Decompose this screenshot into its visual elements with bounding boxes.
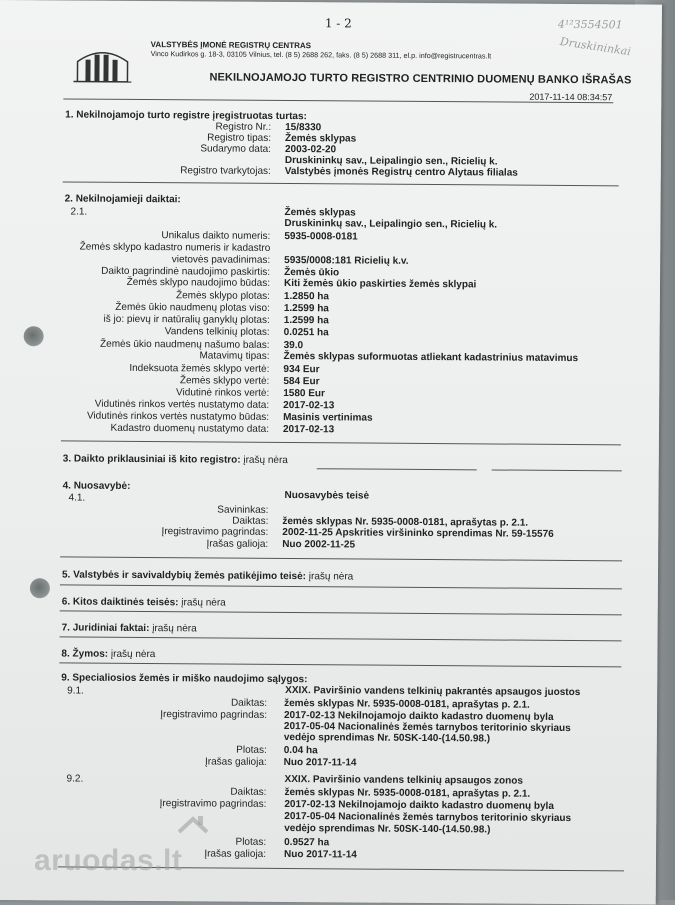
field-value: 2017-05-04 Nacionalinės žemės tarnybos teritorinio skyriaus	[284, 811, 571, 824]
field-value: 0.0251 ha	[284, 327, 329, 338]
item-number: 9.1.	[67, 685, 84, 696]
field-label: vietovės pavadinimas:	[172, 254, 270, 266]
document-title: NEKILNOJAMOJO TURTO REGISTRO CENTRINIO DUOMENŲ BANKO IŠRAŠAS	[209, 72, 631, 86]
section-rule	[60, 556, 622, 561]
punch-hole	[24, 326, 44, 346]
section-rule	[60, 636, 622, 641]
item-number: 4.1.	[68, 492, 85, 503]
field-value: 2017-05-04 Nacionalinės žemės tarnybos teritorinio skyriaus	[284, 721, 571, 734]
field-label: Registro tipas:	[207, 132, 271, 143]
field-label: Sudarymo data:	[200, 143, 271, 154]
field-value: 5935/0008:181 Ricielių k.v.	[284, 255, 408, 267]
section-9-title: 9. Specialiosios žemės ir miško naudojimo sąlygos:	[61, 672, 307, 685]
org-address: Vinco Kudirkos g. 18-3, 03105 Vilnius, tel. (8 5) 2688 262, faks. (8 5) 2688 311, el.p. info@registrucentras.lt	[151, 48, 492, 61]
section-rule	[317, 468, 477, 470]
field-value: Nuo 2017-11-14	[284, 849, 357, 861]
field-value: Druskininkų sav., Leipalingio sen., Ricielių k.	[284, 218, 497, 230]
field-value: 0.9527 ha	[284, 837, 329, 848]
section-8-title	[61, 648, 155, 660]
field-value: 1580 Eur	[283, 388, 325, 399]
field-value: 39.0	[284, 340, 304, 351]
item-number: 9.2.	[67, 773, 84, 784]
ownership-heading: Nuosavybės teisė	[285, 490, 370, 502]
field-label: Daiktas:	[231, 698, 267, 709]
field-label: Daikto pagrindinė naudojimo paskirtis:	[101, 266, 270, 278]
section-rule	[59, 662, 621, 667]
field-value: Žemės ūkio	[284, 267, 339, 278]
section-7-label: 7. Juridiniai faktai:	[62, 622, 150, 634]
section-8-value: įrašų nėra	[111, 649, 156, 660]
field-value: vedėjo sprendimas Nr. 50SK-140-(14.50.98.)	[284, 732, 490, 744]
field-label: Matavimų tipas:	[199, 350, 269, 361]
section-8-label: 8. Žymos:	[61, 648, 108, 659]
org-name: VALSTYBĖS ĮMONĖ REGISTRŲ CENTRAS	[151, 39, 311, 51]
section-rule	[60, 610, 622, 615]
field-label: Įrašas galioja:	[205, 756, 267, 767]
field-value: Žemės sklypas suformuotas atliekant kadastrinius matavimus	[283, 351, 578, 364]
section-3-value: įrašų nėra	[243, 455, 288, 466]
field-value: vedėjo sprendimas Nr. 50SK-140-(14.50.98.)	[284, 823, 490, 835]
section-4-title: 4. Nuosavybė:	[63, 480, 131, 491]
field-label: Įregistravimo pagrindas:	[160, 709, 267, 721]
field-value: 1.2599 ha	[284, 315, 329, 326]
field-label: Daiktas:	[230, 787, 266, 798]
field-value: 1.2599 ha	[284, 303, 329, 314]
field-label: Įregistravimo pagrindas:	[162, 526, 269, 538]
field-value: 5935-0008-0181	[284, 231, 357, 243]
section-6-label: 6. Kitos daiktinės teisės:	[62, 596, 179, 608]
field-value: Žemės sklypas	[285, 133, 356, 144]
field-label: Žemės ūkio naudmenų našumo balas:	[100, 339, 270, 351]
field-label: Plotas:	[236, 837, 267, 848]
field-value: 1.2850 ha	[284, 291, 329, 302]
field-label: Vidutinės rinkos vertės nustatymo būdas:	[87, 411, 269, 423]
section-3-label: 3. Daikto priklausiniai iš kito registro:	[63, 453, 241, 465]
field-label: Unikalus daikto numeris:	[161, 230, 270, 242]
field-label: Įrašas galioja:	[206, 538, 268, 549]
field-value: 0.04 ha	[284, 745, 318, 756]
field-label: Žemės sklypo plotas:	[176, 290, 270, 302]
field-label: Plotas:	[236, 745, 267, 756]
item-number: 2.1.	[70, 206, 87, 217]
field-label: Vandens telkinių plotas:	[165, 326, 270, 338]
registrų-centras-logo-icon	[73, 46, 131, 84]
field-value: 2017-02-13	[283, 424, 334, 435]
condition-heading: XXIX. Paviršinio vandens telkinių pakrantės apsaugos juostos	[285, 685, 580, 698]
field-label: Įregistravimo pagrindas:	[160, 798, 267, 810]
field-value: žemės sklypas Nr. 5935-0008-0181, aprašytas p. 2.1.	[284, 698, 530, 711]
field-label: Įrašas galioja:	[204, 848, 266, 859]
pencil-note: Druskininkai	[559, 35, 632, 58]
field-value: Kiti žemės ūkio paskirties žemės sklypai	[284, 278, 476, 290]
field-label: Žemės ūkio naudmenų plotas viso:	[115, 302, 270, 314]
section-6-value: įrašų nėra	[181, 597, 226, 608]
section-rule	[492, 469, 622, 471]
field-label: Daiktas:	[232, 516, 268, 527]
field-label: Kadastro duomenų nustatymo data:	[111, 423, 270, 435]
field-value: 2003-02-20	[285, 144, 336, 155]
timestamp: 2017-11-14 08:34:57	[529, 92, 612, 104]
field-label: Registro Nr.:	[216, 122, 272, 133]
section-5-title	[62, 569, 353, 582]
condition-heading: XXIX. Paviršinio vandens telkinių apsaugos zonos	[285, 774, 523, 787]
field-value: 584 Eur	[283, 376, 319, 387]
section-1-title: 1. Nekilnojamojo turto registre įregistruotas turtas:	[65, 109, 307, 122]
pencil-note: 4¹²3554501	[558, 18, 623, 31]
page-number: 1 - 2	[325, 18, 352, 29]
section-7-title	[62, 622, 197, 634]
house-icon	[176, 814, 210, 844]
field-value: 934 Eur	[283, 364, 319, 375]
section-6-title	[62, 596, 226, 608]
punch-hole	[30, 578, 50, 598]
field-label: Žemės sklypo vertė:	[180, 375, 270, 387]
field-label: Vidutinė rinkos vertė:	[176, 387, 269, 399]
field-label: Vidutinės rinkos vertės nustatymo data:	[95, 399, 269, 411]
field-value: Žemės sklypas	[284, 207, 355, 218]
field-value: Nuo 2002-11-25	[282, 539, 355, 551]
section-rule	[60, 584, 622, 589]
field-label: iš jo: pievų ir natūralių ganyklų plotas:	[104, 314, 270, 326]
section-2-title: 2. Nekilnojamieji daiktai:	[65, 193, 181, 205]
section-5-value: įrašų nėra	[309, 571, 354, 582]
field-label: Indeksuota žemės sklypo vertė:	[129, 363, 269, 375]
field-value: 15/8330	[285, 122, 321, 133]
field-value: 2017-02-13 Nekilnojamojo daikto kadastro duomenų byla	[284, 799, 554, 812]
field-value: 2002-11-25 Apskrities viršininko sprendimas Nr. 59-15576	[282, 527, 554, 540]
section-5-label: 5. Valstybės ir savivaldybių žemės patikėjimo teisė:	[62, 569, 306, 582]
field-label: Savininkas:	[217, 505, 268, 516]
field-value: 2017-02-13	[283, 400, 334, 411]
field-value: Druskininkų sav., Leipalingio sen., Ricielių k.	[285, 155, 498, 167]
field-value: Nuo 2017-11-14	[284, 757, 357, 769]
field-label: Žemės sklypo kadastro numeris ir kadastro	[80, 242, 271, 254]
field-label: Žemės sklypo naudojimo būdas:	[127, 277, 270, 289]
watermark-text: aruodas.lt	[34, 844, 182, 877]
section-rule	[61, 440, 621, 445]
field-label: Registro tvarkytojas:	[180, 165, 271, 177]
watermark	[34, 844, 182, 878]
section-3-title	[63, 453, 288, 466]
field-value: žemės sklypas Nr. 5935-0008-0181, aprašytas p. 2.1.	[282, 516, 528, 529]
section-rule	[63, 181, 619, 186]
field-value: žemės sklypas Nr. 5935-0008-0181, aprašytas p. 2.1.	[284, 787, 530, 800]
field-value: Valstybės įmonės Registrų centro Alytaus filialas	[285, 166, 518, 179]
field-value: 2017-02-13 Nekilnojamojo daikto kadastro duomenų byla	[284, 710, 554, 723]
section-7-value: įrašų nėra	[152, 623, 197, 634]
field-value: Masinis vertinimas	[283, 412, 373, 424]
